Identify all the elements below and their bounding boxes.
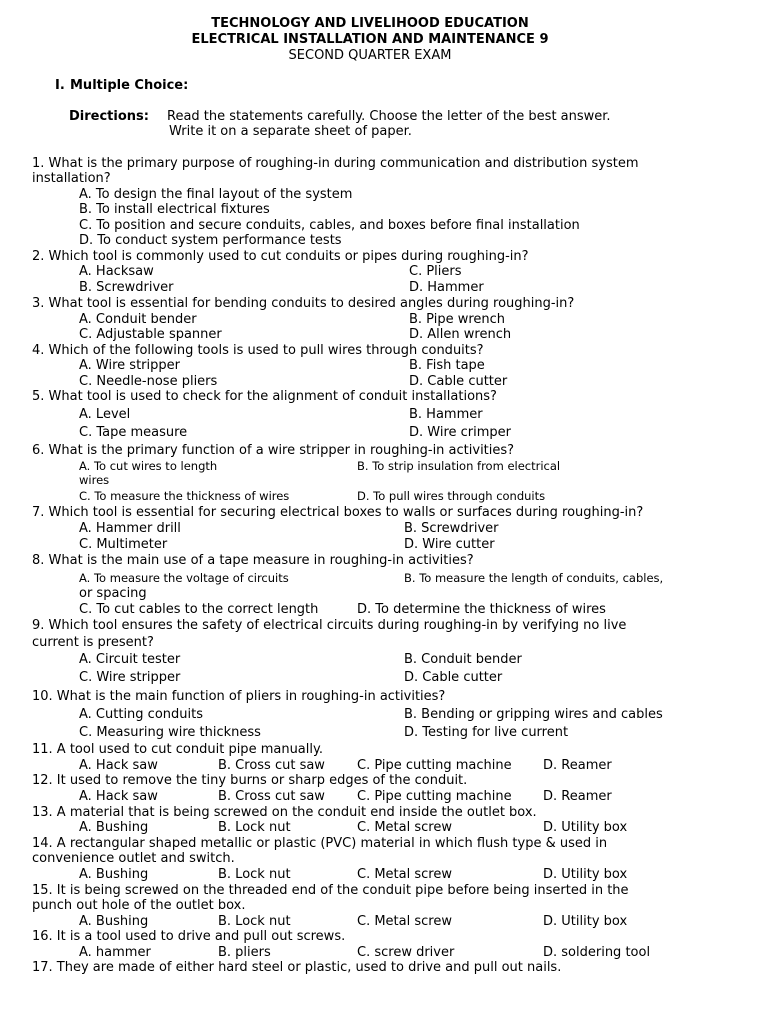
- question-8-option-b: B. To measure the length of conduits, cables,: [404, 571, 664, 585]
- question-9-text-cont: current is present?: [32, 635, 154, 650]
- question-9-option-b: B. Conduit bender: [404, 652, 522, 667]
- question-16-option-d: D. soldering tool: [543, 945, 651, 960]
- question-7-text: 7. Which tool is essential for securing electrical boxes to walls or surfaces during roughing-in?: [32, 505, 644, 520]
- exam-title-line1: TECHNOLOGY AND LIVELIHOOD EDUCATION: [211, 16, 529, 31]
- question-6-option-b: B. To strip insulation from electrical: [357, 459, 561, 473]
- question-11-text: 11. A tool used to cut conduit pipe manually.: [32, 742, 323, 757]
- question-12-option-c: C. Pipe cutting machine: [357, 789, 512, 804]
- question-8-option-a: A. To measure the voltage of circuits: [79, 571, 289, 585]
- question-1-text-cont: installation?: [32, 171, 111, 186]
- question-5-option-a: A. Level: [79, 407, 131, 422]
- question-15-text-cont: punch out hole of the outlet box.: [32, 898, 246, 913]
- question-12-option-d: D. Reamer: [543, 789, 612, 804]
- question-13-option-a: A. Bushing: [79, 820, 149, 835]
- question-17-text: 17. They are made of either hard steel or plastic, used to drive and pull out nails.: [32, 960, 562, 975]
- question-14-text: 14. A rectangular shaped metallic or plastic (PVC) material in which flush type & used in: [32, 836, 608, 851]
- question-13-text: 13. A material that is being screwed on the conduit end inside the outlet box.: [32, 805, 537, 820]
- question-7-option-a: A. Hammer drill: [79, 521, 181, 536]
- question-9-option-d: D. Cable cutter: [404, 670, 503, 685]
- directions-line2: Write it on a separate sheet of paper.: [169, 124, 412, 139]
- question-6-text: 6. What is the primary function of a wire stripper in roughing-in activities?: [32, 443, 515, 458]
- question-10-option-a: A. Cutting conduits: [79, 707, 203, 722]
- question-15-option-c: C. Metal screw: [357, 914, 452, 929]
- section-number: I.: [55, 78, 65, 93]
- question-4-option-b: B. Fish tape: [409, 358, 485, 373]
- question-11-option-b: B. Cross cut saw: [218, 758, 325, 773]
- question-6-option-a: A. To cut wires to length: [79, 459, 218, 473]
- question-6-option-c: C. To measure the thickness of wires: [79, 489, 290, 503]
- question-4-text: 4. Which of the following tools is used to pull wires through conduits?: [32, 343, 484, 358]
- question-1-option-a: A. To design the final layout of the system: [79, 187, 353, 202]
- question-3-text: 3. What tool is essential for bending conduits to desired angles during roughing-in?: [32, 296, 575, 311]
- question-5-option-c: C. Tape measure: [79, 425, 188, 440]
- question-10-option-b: B. Bending or gripping wires and cables: [404, 707, 663, 722]
- question-10-option-c: C. Measuring wire thickness: [79, 725, 261, 740]
- question-4-option-a: A. Wire stripper: [79, 358, 180, 373]
- question-11-option-d: D. Reamer: [543, 758, 612, 773]
- exam-title-line2: ELECTRICAL INSTALLATION AND MAINTENANCE 9: [191, 32, 549, 47]
- question-3-option-b: B. Pipe wrench: [409, 312, 506, 327]
- question-10-option-d: D. Testing for live current: [404, 725, 569, 740]
- question-8-option-b-cont: or spacing: [79, 586, 147, 601]
- question-15-option-a: A. Bushing: [79, 914, 149, 929]
- question-9-text: 9. Which tool ensures the safety of electrical circuits during roughing-in by verifying no live: [32, 618, 627, 633]
- question-5-option-b: B. Hammer: [409, 407, 483, 422]
- question-3-option-d: D. Allen wrench: [409, 327, 512, 342]
- question-7-option-d: D. Wire cutter: [404, 537, 495, 552]
- question-16-text: 16. It is a tool used to drive and pull out screws.: [32, 929, 346, 944]
- question-15-option-d: D. Utility box: [543, 914, 628, 929]
- question-2-text: 2. Which tool is commonly used to cut conduits or pipes during roughing-in?: [32, 249, 529, 264]
- exam-title-line3: SECOND QUARTER EXAM: [288, 48, 452, 63]
- question-5-text: 5. What tool is used to check for the alignment of conduit installations?: [32, 389, 497, 404]
- question-12-text: 12. It used to remove the tiny burns or sharp edges of the conduit.: [32, 773, 468, 788]
- question-13-option-c: C. Metal screw: [357, 820, 452, 835]
- question-2-option-d: D. Hammer: [409, 280, 484, 295]
- question-14-option-b: B. Lock nut: [218, 867, 291, 882]
- directions-line1: Read the statements carefully. Choose the letter of the best answer.: [167, 109, 611, 124]
- question-16-option-c: C. screw driver: [357, 945, 455, 960]
- question-1-text: 1. What is the primary purpose of roughing-in during communication and distribution system: [32, 156, 639, 171]
- question-13-option-d: D. Utility box: [543, 820, 628, 835]
- question-15-option-b: B. Lock nut: [218, 914, 291, 929]
- question-7-option-c: C. Multimeter: [79, 537, 168, 552]
- question-1-option-c: C. To position and secure conduits, cables, and boxes before final installation: [79, 218, 580, 233]
- question-16-option-b: B. pliers: [218, 945, 271, 960]
- question-6-option-b-cont: wires: [79, 473, 110, 487]
- question-8-option-d: D. To determine the thickness of wires: [357, 602, 606, 617]
- question-8-option-c: C. To cut cables to the correct length: [79, 602, 319, 617]
- question-2-option-a: A. Hacksaw: [79, 264, 154, 279]
- question-14-option-c: C. Metal screw: [357, 867, 452, 882]
- question-14-text-cont: convenience outlet and switch.: [32, 851, 235, 866]
- question-7-option-b: B. Screwdriver: [404, 521, 499, 536]
- question-15-text: 15. It is being screwed on the threaded end of the conduit pipe before being inserted in the: [32, 883, 629, 898]
- question-5-option-d: D. Wire crimper: [409, 425, 512, 440]
- question-3-option-c: C. Adjustable spanner: [79, 327, 222, 342]
- question-4-option-c: C. Needle-nose pliers: [79, 374, 218, 389]
- question-1-option-b: B. To install electrical fixtures: [79, 202, 270, 217]
- question-13-option-b: B. Lock nut: [218, 820, 291, 835]
- question-10-text: 10. What is the main function of pliers in roughing-in activities?: [32, 689, 446, 704]
- question-9-option-c: C. Wire stripper: [79, 670, 181, 685]
- question-11-option-c: C. Pipe cutting machine: [357, 758, 512, 773]
- question-12-option-a: A. Hack saw: [79, 789, 158, 804]
- question-3-option-a: A. Conduit bender: [79, 312, 197, 327]
- question-14-option-d: D. Utility box: [543, 867, 628, 882]
- question-8-text: 8. What is the main use of a tape measure in roughing-in activities?: [32, 553, 474, 568]
- question-12-option-b: B. Cross cut saw: [218, 789, 325, 804]
- question-2-option-b: B. Screwdriver: [79, 280, 174, 295]
- directions-label: Directions:: [69, 109, 149, 124]
- question-4-option-d: D. Cable cutter: [409, 374, 508, 389]
- section-title: Multiple Choice:: [70, 78, 189, 93]
- question-11-option-a: A. Hack saw: [79, 758, 158, 773]
- question-16-option-a: A. hammer: [79, 945, 151, 960]
- question-14-option-a: A. Bushing: [79, 867, 149, 882]
- question-9-option-a: A. Circuit tester: [79, 652, 181, 667]
- question-2-option-c: C. Pliers: [409, 264, 462, 279]
- question-1-option-d: D. To conduct system performance tests: [79, 233, 342, 248]
- question-6-option-d: D. To pull wires through conduits: [357, 489, 546, 503]
